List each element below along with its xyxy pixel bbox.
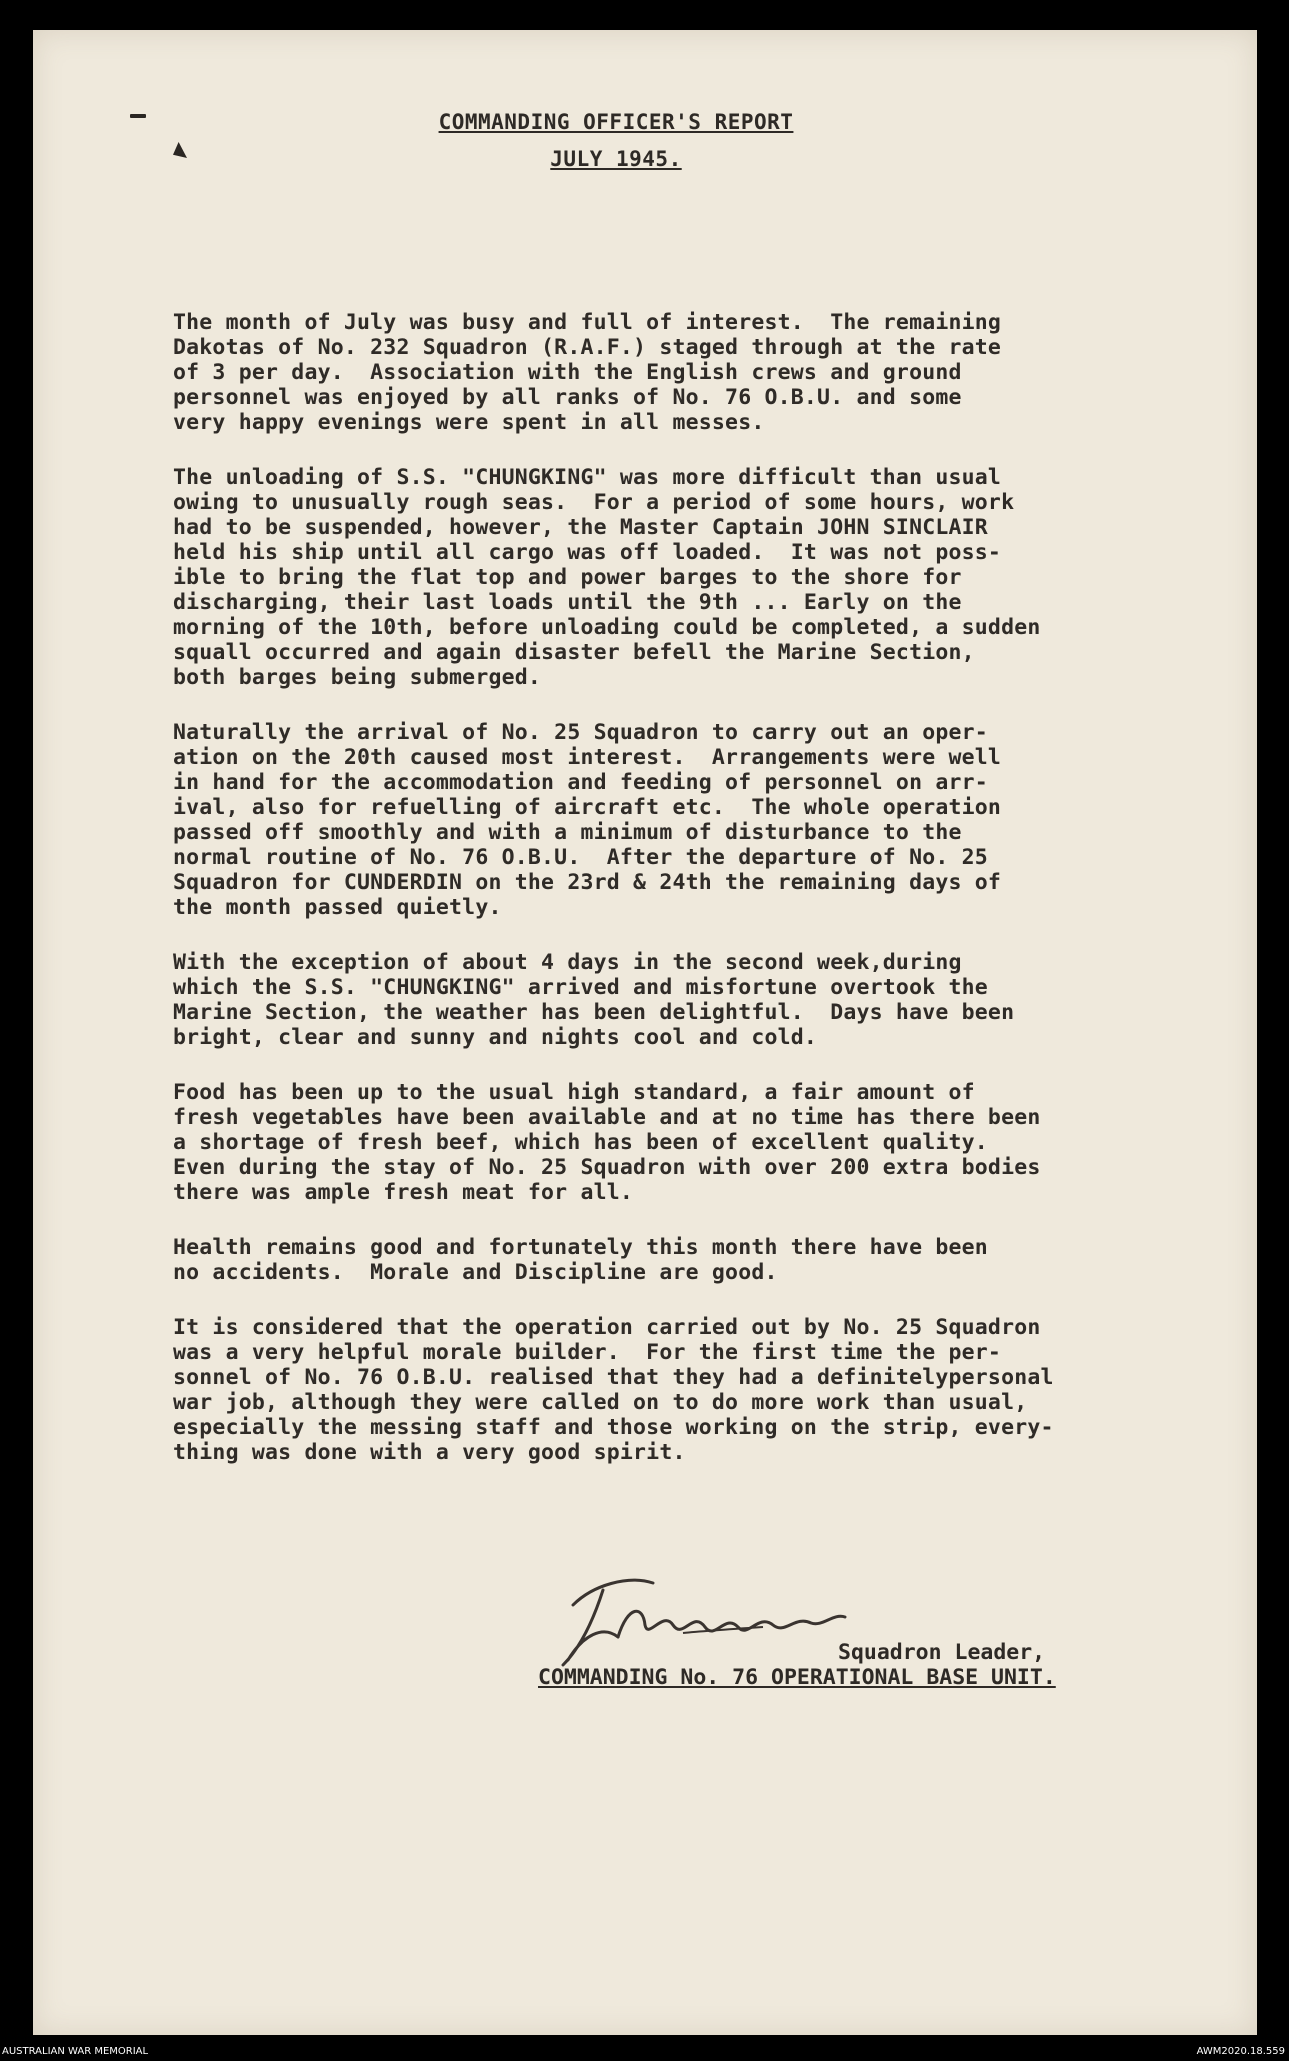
text-line: The month of July was busy and full of interest. The remaining <box>173 310 1002 335</box>
document-page <box>33 30 1257 2035</box>
text-line: owing to unusually rough seas. For a period of some hours, work <box>173 490 1015 515</box>
text-line: very happy evenings were spent in all messes. <box>173 410 765 435</box>
text-line: a shortage of fresh beef, which has been of excellent quality. <box>173 1130 988 1155</box>
text-line: Dakotas of No. 232 Squadron (R.A.F.) staged through at the rate <box>173 335 1002 360</box>
text-line: thing was done with a very good spirit. <box>173 1440 686 1465</box>
text-line: squall occurred and again disaster befell the Marine Section, <box>173 640 975 665</box>
report-paragraph <box>173 950 1223 1050</box>
text-line: Food has been up to the usual high standard, a fair amount of <box>173 1080 975 1105</box>
text-line: had to be suspended, however, the Master Captain JOHN SINCLAIR <box>173 515 988 540</box>
text-line: It is considered that the operation carried out by No. 25 Squadron <box>173 1315 1041 1340</box>
text-line: especially the messing staff and those working on the strip, every- <box>173 1415 1054 1440</box>
report-date: JULY 1945. <box>550 147 682 171</box>
text-line: personnel was enjoyed by all ranks of No. 76 O.B.U. and some <box>173 385 962 410</box>
signature-rank: Squadron Leader, <box>838 1640 1046 1665</box>
text-line: Marine Section, the weather has been delightful. Days have been <box>173 1000 1015 1025</box>
archive-credit: AUSTRALIAN WAR MEMORIAL <box>2 2046 149 2057</box>
report-paragraph <box>173 720 1223 920</box>
text-line: ival, also for refuelling of aircraft etc. The whole operation <box>173 795 1002 820</box>
text-line: both barges being submerged. <box>173 665 542 690</box>
report-paragraph <box>173 310 1223 435</box>
text-line: The unloading of S.S. "CHUNGKING" was more difficult than usual <box>173 465 1002 490</box>
text-line: fresh vegetables have been available and at no time has there been <box>173 1105 1041 1130</box>
text-line: war job, although they were called on to do more work than usual, <box>173 1390 1028 1415</box>
text-line: no accidents. Morale and Discipline are good. <box>173 1260 778 1285</box>
text-line: Health remains good and fortunately this month there have been <box>173 1235 988 1260</box>
text-line: bright, clear and sunny and nights cool and cold. <box>173 1025 818 1050</box>
text-line: there was ample fresh meat for all. <box>173 1180 634 1205</box>
text-line: Even during the stay of No. 25 Squadron with over 200 extra bodies <box>173 1155 1041 1180</box>
signature-unit: COMMANDING No. 76 OPERATIONAL BASE UNIT. <box>538 1665 1056 1690</box>
text-line: which the S.S. "CHUNGKING" arrived and misfortune overtook the <box>173 975 988 1000</box>
text-line: normal routine of No. 76 O.B.U. After the departure of No. 25 <box>173 845 988 870</box>
text-line: Naturally the arrival of No. 25 Squadron to carry out an oper- <box>173 720 988 745</box>
report-title: COMMANDING OFFICER'S REPORT <box>438 110 794 134</box>
report-body <box>173 310 1223 1495</box>
archive-reference: AWM2020.18.559 <box>1196 2046 1285 2057</box>
text-line: Squadron for CUNDERDIN on the 23rd & 24th the remaining days of <box>173 870 1002 895</box>
text-line: discharging, their last loads until the 9th ... Early on the <box>173 590 962 615</box>
text-line: With the exception of about 4 days in the second week,during <box>173 950 962 975</box>
report-paragraph <box>173 1315 1223 1465</box>
signature-block <box>503 1565 1203 1690</box>
text-line: was a very helpful morale builder. For the first time the per- <box>173 1340 1002 1365</box>
text-line: passed off smoothly and with a minimum of disturbance to the <box>173 820 962 845</box>
text-line: of 3 per day. Association with the English crews and ground <box>173 360 962 385</box>
text-line: ible to bring the flat top and power barges to the shore for <box>173 565 962 590</box>
report-paragraph <box>173 465 1223 690</box>
text-line: ation on the 20th caused most interest. Arrangements were well <box>173 745 1002 770</box>
report-paragraph <box>173 1235 1223 1285</box>
text-line: held his ship until all cargo was off loaded. It was not poss- <box>173 540 1002 565</box>
text-line: in hand for the accommodation and feeding of personnel on arr- <box>173 770 988 795</box>
text-line: the month passed quietly. <box>173 895 502 920</box>
text-line: morning of the 10th, before unloading could be completed, a sudden <box>173 615 1041 640</box>
text-line: sonnel of No. 76 O.B.U. realised that they had a definitelypersonal <box>173 1365 1054 1390</box>
report-paragraph <box>173 1080 1223 1205</box>
